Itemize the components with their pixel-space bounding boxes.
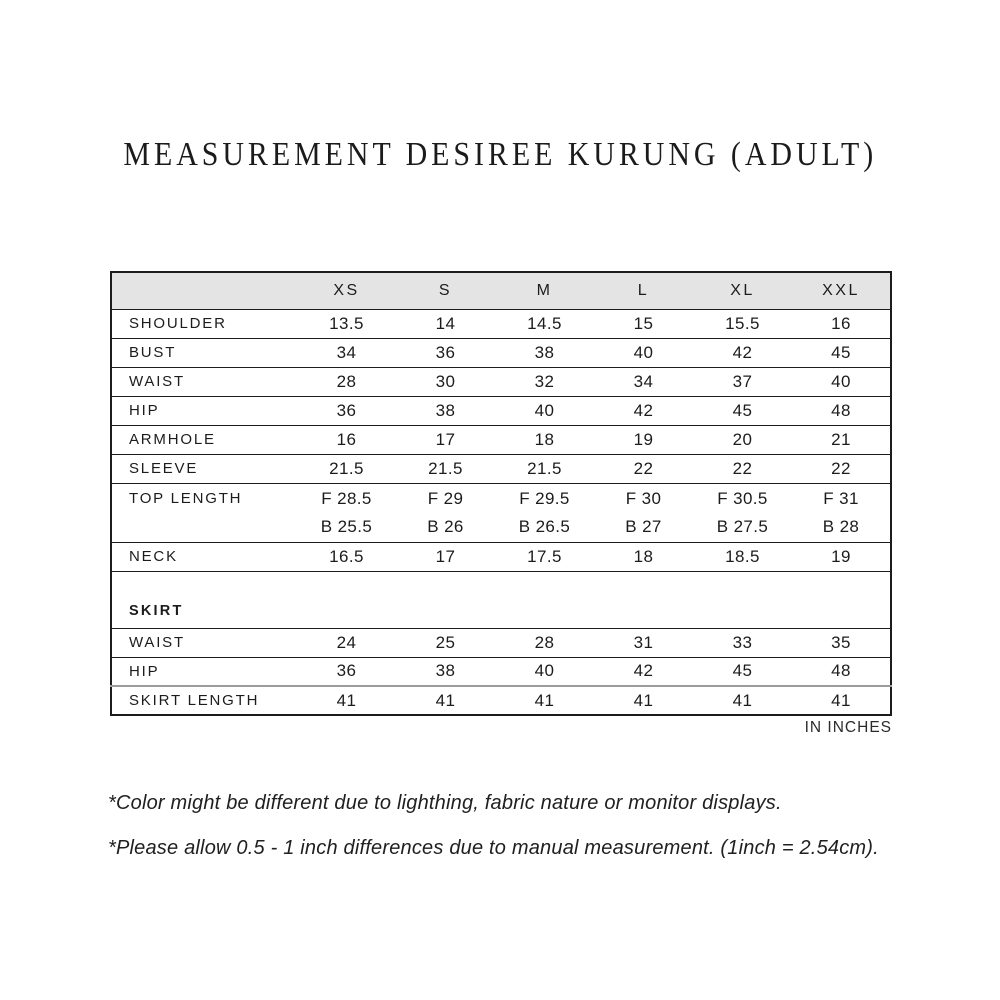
back-length-value: B 28 bbox=[822, 516, 860, 536]
measurement-value: 41 bbox=[732, 690, 753, 710]
measurement-table bbox=[110, 271, 892, 716]
row-label: BUST bbox=[129, 344, 177, 361]
measurement-value: 18 bbox=[633, 546, 654, 566]
front-length-value: F 29.5 bbox=[519, 488, 570, 508]
corner-cell bbox=[111, 272, 297, 309]
measurement-value: 17 bbox=[435, 546, 456, 566]
measurement-value: 15.5 bbox=[725, 313, 760, 333]
measurement-value: 22 bbox=[633, 458, 654, 478]
footnote-measurement: *Please allow 0.5 - 1 inch differences due to manual measurement. (1inch = 2.54cm). bbox=[108, 837, 879, 859]
table-row bbox=[111, 686, 891, 715]
measurement-value: 22 bbox=[732, 458, 753, 478]
measurement-value: 33 bbox=[732, 632, 753, 652]
table-row bbox=[111, 542, 891, 571]
measurement-value bbox=[792, 483, 891, 542]
measurement-value: 36 bbox=[435, 342, 456, 362]
measurement-value: 21.5 bbox=[428, 458, 463, 478]
measurement-value: 16 bbox=[831, 313, 851, 333]
table-row bbox=[111, 367, 891, 396]
page-title-text: MEASUREMENT DESIREE KURUNG (ADULT) bbox=[123, 136, 877, 173]
table-row bbox=[111, 396, 891, 425]
row-label: SHOULDER bbox=[129, 315, 227, 332]
row-label: SLEEVE bbox=[129, 460, 199, 477]
measurement-value: 42 bbox=[633, 400, 654, 420]
measurement-value bbox=[297, 483, 396, 542]
measurement-value: 34 bbox=[633, 371, 654, 391]
measurement-value: 17.5 bbox=[527, 546, 562, 566]
measurement-value: 45 bbox=[732, 400, 753, 420]
front-length-value: F 30 bbox=[625, 488, 662, 508]
measurement-value bbox=[594, 483, 693, 542]
back-length-value: B 27.5 bbox=[716, 516, 769, 536]
table-header-row bbox=[111, 272, 891, 309]
row-label: SKIRT LENGTH bbox=[129, 692, 260, 709]
measurement-value: 38 bbox=[435, 661, 456, 681]
front-length-value: F 31 bbox=[823, 488, 859, 508]
measurement-value: 36 bbox=[336, 661, 357, 681]
measurement-value: 28 bbox=[336, 371, 357, 391]
table-row bbox=[111, 309, 891, 338]
measurement-value: 19 bbox=[831, 546, 851, 566]
measurement-value: 32 bbox=[534, 371, 555, 391]
section-label: SKIRT bbox=[129, 602, 184, 619]
measurement-value: 41 bbox=[435, 690, 456, 710]
measurement-value: 25 bbox=[435, 632, 456, 652]
measurement-value: 17 bbox=[435, 429, 456, 449]
front-length-value: F 29 bbox=[427, 488, 464, 508]
footnotes bbox=[108, 791, 968, 881]
back-length-value: B 27 bbox=[625, 516, 662, 536]
front-length-value: F 30.5 bbox=[717, 488, 768, 508]
measurement-value: 40 bbox=[534, 661, 555, 681]
table-row bbox=[111, 454, 891, 483]
table-row bbox=[111, 571, 891, 628]
measurement-value: 14 bbox=[435, 313, 456, 333]
measurement-value: 30 bbox=[435, 371, 456, 391]
measurement-value: 42 bbox=[633, 661, 654, 681]
row-label: WAIST bbox=[129, 373, 185, 390]
measurement-value: 18 bbox=[534, 429, 555, 449]
measurement-value: 40 bbox=[633, 342, 654, 362]
measurement-value: 15 bbox=[633, 313, 654, 333]
measurement-value bbox=[396, 483, 495, 542]
table-body bbox=[111, 309, 891, 715]
measurement-value: 38 bbox=[534, 342, 555, 362]
measurement-value: 48 bbox=[831, 661, 851, 681]
measurement-value: 24 bbox=[336, 632, 357, 652]
unit-note: IN INCHES bbox=[804, 719, 892, 736]
measurement-value: 45 bbox=[732, 661, 753, 681]
measurement-value: 31 bbox=[633, 632, 654, 652]
measurement-value: 42 bbox=[732, 342, 753, 362]
size-column-header: M bbox=[536, 281, 553, 299]
measurement-value: 34 bbox=[336, 342, 357, 362]
measurement-value: 38 bbox=[435, 400, 456, 420]
size-column-header: XS bbox=[333, 281, 360, 299]
measurement-value: 41 bbox=[633, 690, 654, 710]
size-column-header: XXL bbox=[822, 281, 860, 299]
measurement-value: 41 bbox=[831, 690, 851, 710]
measurement-value: 21 bbox=[831, 429, 851, 449]
measurement-value: 22 bbox=[831, 458, 851, 478]
table-row bbox=[111, 483, 891, 542]
measurement-value: 37 bbox=[732, 371, 753, 391]
measurement-value bbox=[693, 483, 792, 542]
measurement-value: 16 bbox=[336, 429, 357, 449]
measurement-value: 13.5 bbox=[329, 313, 364, 333]
size-column-header: L bbox=[637, 281, 650, 299]
row-label: WAIST bbox=[129, 634, 185, 651]
table-row bbox=[111, 657, 891, 686]
table-row bbox=[111, 338, 891, 367]
measurement-value: 18.5 bbox=[725, 546, 760, 566]
measurement-value: 48 bbox=[831, 400, 851, 420]
footnote-color: *Color might be different due to lighthing, fabric nature or monitor displays. bbox=[108, 792, 782, 814]
measurement-value: 41 bbox=[534, 690, 555, 710]
page-title bbox=[0, 136, 1000, 174]
measurement-value: 35 bbox=[831, 632, 851, 652]
measurement-value: 40 bbox=[831, 371, 851, 391]
measurement-value: 14.5 bbox=[527, 313, 562, 333]
row-label: HIP bbox=[129, 662, 160, 680]
row-label: NECK bbox=[129, 548, 178, 565]
row-label: TOP LENGTH bbox=[129, 489, 243, 507]
back-length-value: B 26.5 bbox=[518, 516, 571, 536]
front-length-value: F 28.5 bbox=[321, 488, 372, 508]
table-row bbox=[111, 628, 891, 657]
row-label: ARMHOLE bbox=[129, 431, 216, 448]
measurement-table-container bbox=[110, 271, 890, 716]
measurement-value: 45 bbox=[831, 342, 851, 362]
measurement-value: 16.5 bbox=[329, 546, 364, 566]
measurement-value: 19 bbox=[633, 429, 654, 449]
measurement-value: 36 bbox=[336, 400, 357, 420]
table-row bbox=[111, 425, 891, 454]
measurement-value: 21.5 bbox=[329, 458, 364, 478]
measurement-value: 28 bbox=[534, 632, 555, 652]
size-column-header: XL bbox=[730, 281, 755, 299]
row-label: HIP bbox=[129, 402, 160, 419]
size-column-header: S bbox=[438, 281, 453, 299]
measurement-value bbox=[495, 483, 594, 542]
measurement-value: 21.5 bbox=[527, 458, 562, 478]
measurement-value: 20 bbox=[732, 429, 753, 449]
back-length-value: B 26 bbox=[427, 516, 464, 536]
back-length-value: B 25.5 bbox=[320, 516, 373, 536]
measurement-value: 40 bbox=[534, 400, 555, 420]
measurement-value: 41 bbox=[336, 690, 357, 710]
